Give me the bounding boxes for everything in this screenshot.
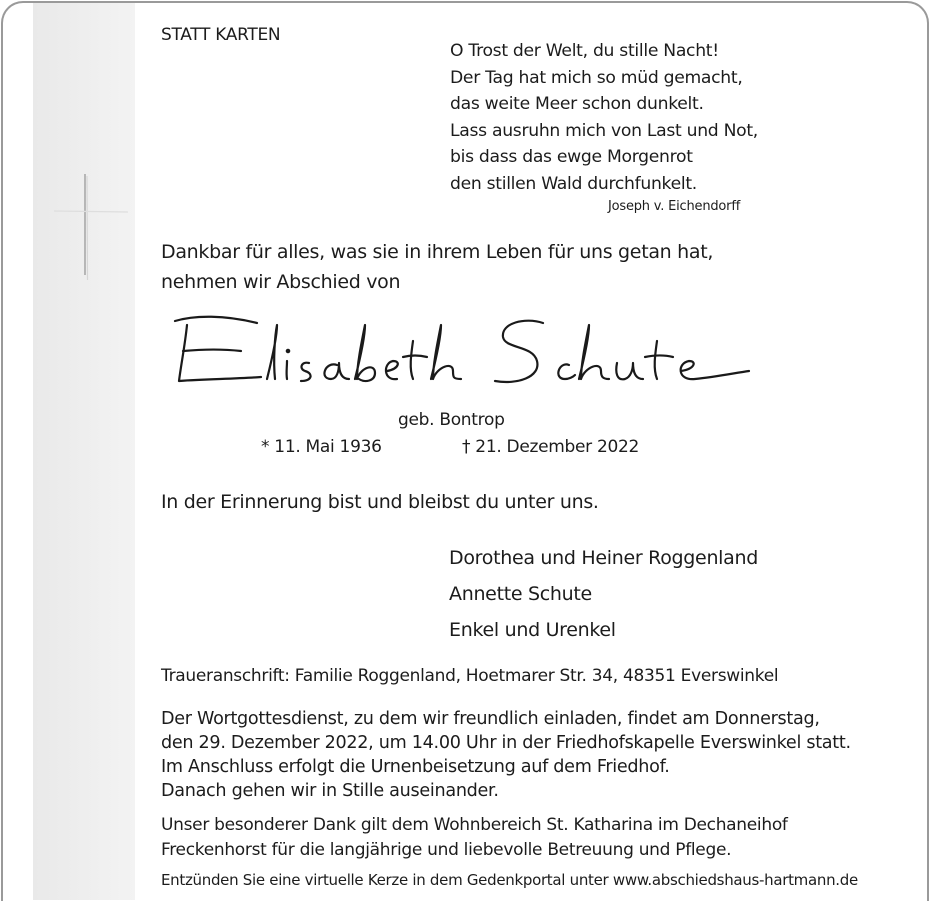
poem-line: Der Tag hat mich so müd gemacht, [450,67,743,88]
mourner-name: Dorothea und Heiner Roggenland [449,547,759,569]
service-line: Der Wortgottesdienst, zu dem wir freundlich einladen, findet am Donnerstag, [161,709,820,729]
poem-line: das weite Meer schon dunkelt. [450,94,704,115]
service-line: Im Anschluss erfolgt die Urnenbeisetzung auf dem Friedhof. [161,757,670,777]
mourner-name: Enkel und Urenkel [449,619,616,641]
thanks-text [161,813,788,863]
side-strip [33,3,135,900]
service-line: den 29. Dezember 2022, um 14.00 Uhr in der Friedhofskapelle Everswinkel statt. [161,733,851,753]
mourner-name: Annette Schute [449,583,592,605]
service-line: Danach gehen wir in Stille auseinander. [161,781,499,801]
service-info [161,707,851,803]
statt-karten-label: STATT KARTEN [161,25,281,45]
intro-line: nehmen wir Abschied von [161,271,401,293]
memory-line: In der Erinnerung bist und bleibst du unter uns. [161,491,599,513]
poem-line: bis dass das ewge Morgenrot [450,147,693,168]
cross-icon [50,170,130,285]
thanks-line: Freckenhorst für die langjährige und liebevolle Betreuung und Pflege. [161,840,732,860]
maiden-name: geb. Bontrop [398,410,505,430]
thanks-line: Unser besonderer Dank gilt dem Wohnbereich St. Katharina im Dechaneihof [161,815,788,835]
poem-line: Lass ausruhn mich von Last und Not, [450,120,758,141]
mourners-list [449,540,758,648]
deceased-name-signature [165,305,765,405]
footer-portal-note: Entzünden Sie eine virtuelle Kerze in dem Gedenkportal unter www.abschiedshaus-hartmann.de [161,871,858,889]
death-date: † 21. Dezember 2022 [462,437,640,457]
poem [450,38,758,198]
poem-author: Joseph v. Eichendorff [608,199,741,214]
intro-text [161,237,713,297]
birth-date: * 11. Mai 1936 [261,437,382,457]
poem-line: O Trost der Welt, du stille Nacht! [450,41,719,61]
intro-line: Dankbar für alles, was sie in ihrem Leben für uns getan hat, [161,241,714,263]
mourning-address: Traueranschrift: Familie Roggenland, Hoetmarer Str. 34, 48351 Everswinkel [161,666,779,686]
poem-line: den stillen Wald durchfunkelt. [450,173,697,194]
